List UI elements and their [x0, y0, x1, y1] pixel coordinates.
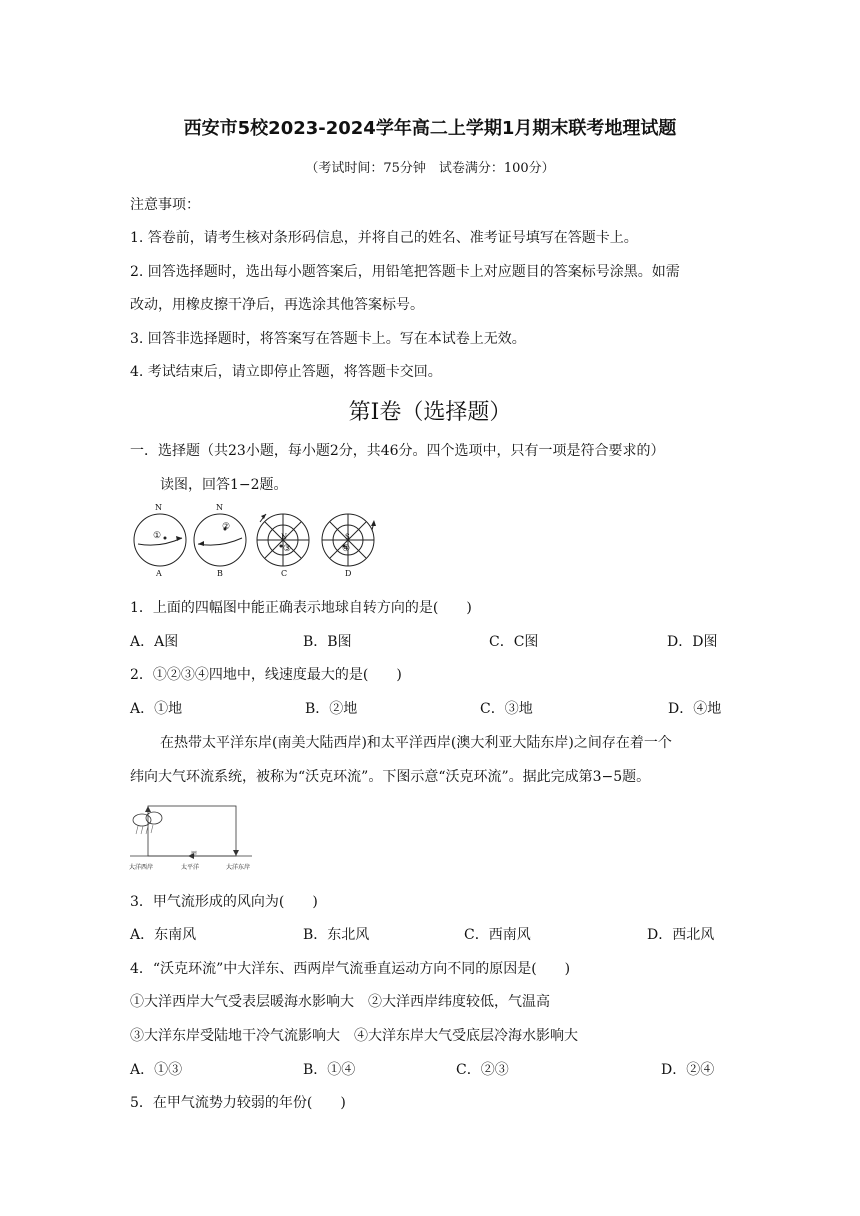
- figure-label-a: A: [156, 569, 162, 578]
- q4-option-d: D．②④: [661, 1062, 715, 1078]
- marker-3: ③: [283, 544, 292, 554]
- part-heading: 一．选择题（共23小题，每小题2分，共46分。四个选项中，只有一项是符合要求的）: [130, 443, 665, 459]
- question-5-stem: 5．在甲气流势力较弱的年份( ): [130, 1095, 346, 1111]
- rotation-figure: [128, 500, 378, 585]
- notice-item: 4. 考试结束后，请立即停止答题，将答题卡交回。: [130, 364, 442, 380]
- q1-option-d: D．D图: [667, 634, 718, 650]
- q4-statement: ①大洋西岸大气受表层暖海水影响大 ②大洋西岸纬度较低，气温高: [130, 994, 550, 1010]
- pacific-label: 太平洋: [181, 864, 200, 871]
- q1-option-b: B．B图: [303, 634, 352, 650]
- q3-option-b: B．东北风: [303, 927, 370, 943]
- q4-option-a: A．①③: [130, 1062, 183, 1078]
- page-title: 西安市5校2023-2024学年高二上学期1月期末联考地理试题: [183, 118, 677, 139]
- north-label-b: N: [216, 503, 223, 512]
- north-label-a: N: [155, 503, 162, 512]
- q2-option-c: C．③地: [480, 701, 533, 717]
- intro-text: 读图，回答1−2题。: [160, 477, 288, 493]
- passage-line: 在热带太平洋东岸(南美大陆西岸)和太平洋西岸(澳大利亚大陆东岸)之间存在着一个: [160, 735, 672, 751]
- question-1-stem: 1．上面的四幅图中能正确表示地球自转方向的是( ): [130, 600, 472, 616]
- question-4-stem: 4．“沃克环流”中大洋东、西两岸气流垂直运动方向不同的原因是( ): [130, 961, 571, 977]
- marker-4: ④: [342, 544, 351, 554]
- q4-option-b: B．①④: [303, 1062, 356, 1078]
- marker-2: ②: [222, 522, 231, 532]
- notice-item: 3. 回答非选择题时，将答案写在答题卡上。写在本试卷上无效。: [130, 331, 526, 347]
- notice-item: 改动，用橡皮擦干净后，再选涂其他答案标号。: [130, 297, 424, 313]
- q2-option-d: D．④地: [668, 701, 722, 717]
- notice-item: 2. 回答选择题时，选出每小题答案后，用铅笔把答题卡上对应题目的答案标号涂黑。如需: [130, 264, 680, 280]
- notice-heading: 注意事项：: [130, 197, 200, 213]
- q4-statement: ③大洋东岸受陆地干冷气流影响大 ④大洋东岸大气受底层冷海水影响大: [130, 1028, 578, 1044]
- q1-option-c: C．C图: [489, 634, 539, 650]
- east-coast-label: 大洋东岸: [226, 864, 251, 871]
- pole-label-c: N: [281, 533, 288, 541]
- west-coast-label: 大洋西岸: [129, 864, 154, 871]
- q1-option-a: A．A图: [130, 634, 179, 650]
- q4-option-c: C．②③: [456, 1062, 509, 1078]
- q3-option-c: C．西南风: [464, 927, 531, 943]
- question-2-stem: 2．①②③④四地中，线速度最大的是( ): [130, 667, 402, 683]
- section-title: 第Ⅰ卷（选择题）: [348, 400, 512, 425]
- figure-label-b: B: [217, 569, 223, 578]
- question-3-stem: 3．甲气流形成的风向为( ): [130, 894, 318, 910]
- q3-option-d: D．西北风: [647, 927, 715, 943]
- walker-circulation-figure: [128, 798, 268, 868]
- passage-line: 纬向大气环流系统，被称为“沃克环流”。下图示意“沃克环流”。据此完成第3−5题。: [130, 769, 651, 785]
- figure-label-c: C: [281, 569, 288, 578]
- marker-1: ①: [153, 531, 162, 541]
- figure-label-d: D: [345, 569, 352, 578]
- q2-option-b: B．②地: [305, 701, 358, 717]
- exam-info: （考试时间：75分钟 试卷满分：100分）: [305, 161, 555, 176]
- airflow-label: 甲: [191, 851, 198, 858]
- notice-item: 1. 答卷前，请考生核对条形码信息，并将自己的姓名、准考证号填写在答题卡上。: [130, 230, 638, 246]
- pole-label-d: S: [345, 533, 350, 541]
- q3-option-a: A．东南风: [130, 927, 197, 943]
- q2-option-a: A．①地: [130, 701, 183, 717]
